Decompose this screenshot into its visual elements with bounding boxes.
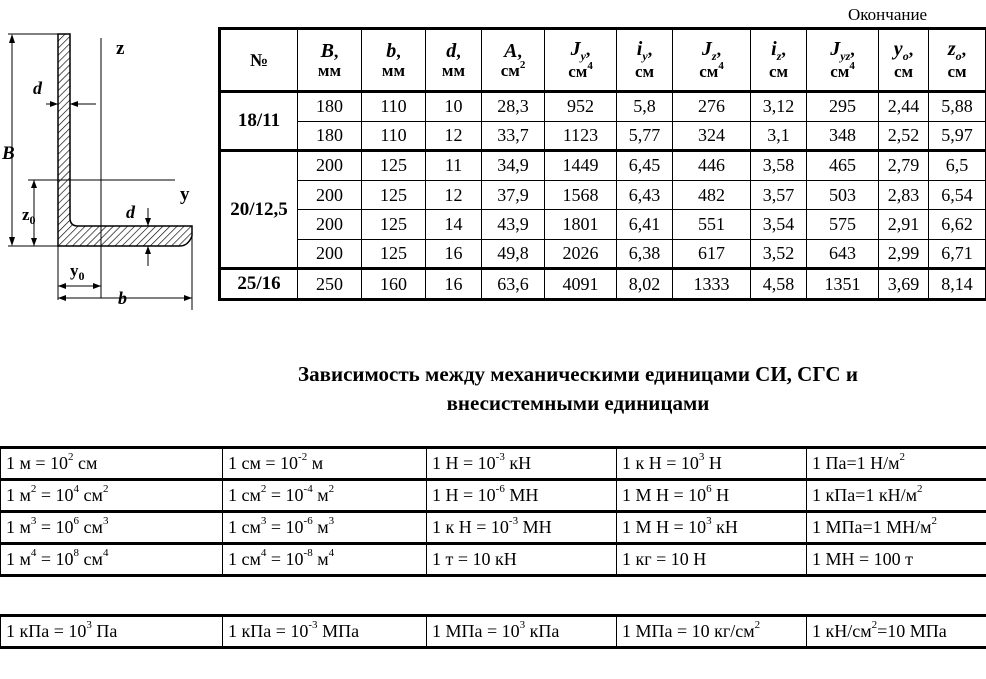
angle-properties-table [220,29,986,299]
y-axis-label: y [180,184,190,205]
table-cell: 110 [362,92,426,122]
table-cell: 12 [426,121,482,151]
table-cell: 4,58 [751,269,807,299]
table-row [221,210,986,240]
table-cell: 276 [673,92,751,122]
table-cell: 8,14 [929,269,986,299]
table-row [221,151,986,181]
header-col-10: $y_o$, см [879,30,929,92]
header-col-6: $i_y$, см [617,30,673,92]
conversion-cell: 1 МПа=1 $МН/м^2$ [807,512,986,544]
table-cell: 6,45 [617,151,673,181]
table-cell: 14 [426,210,482,240]
table-cell: 551 [673,210,751,240]
table-row [221,180,986,210]
table-cell: 28,3 [482,92,545,122]
header-col-8: $i_z$, см [751,30,807,92]
units-conversion-table [0,446,986,577]
table-cell: 125 [362,239,426,269]
table-cell: 2026 [545,239,617,269]
angle-section-figure [0,28,210,310]
table-cell: 3,69 [879,269,929,299]
table-cell: 2,44 [879,92,929,122]
table-cell: 4091 [545,269,617,299]
table-row [221,121,986,151]
table-cell: 200 [298,239,362,269]
table-cell: 295 [807,92,879,122]
profile-number: 20/12,5 [221,151,298,269]
table-cell: 125 [362,210,426,240]
table-cell: 465 [807,151,879,181]
table-row [221,92,986,122]
table-cell: 1123 [545,121,617,151]
z-axis-label: z [116,38,125,59]
conversion-cell: 1 МН = 100 т [807,544,986,576]
table-cell: 6,38 [617,239,673,269]
table-cell: 16 [426,239,482,269]
conversion-cell: 1 МПа = $10^3$ кПа [427,616,617,648]
table-cell: 16 [426,269,482,299]
table-cell: 3,54 [751,210,807,240]
table-cell: 2,83 [879,180,929,210]
conversion-cell: 1 кПа = $10^3$ Па [1,616,223,648]
units-heading-line1: Зависимость между механическими единицами СИ, СГС и [298,362,858,386]
conversion-cell: 1 к $Н = 10^3$ Н [617,448,807,480]
header-col-3: d, мм [426,30,482,92]
conversion-row [1,480,986,512]
table-cell: 200 [298,151,362,181]
table-cell: 180 [298,92,362,122]
conversion-cell: 1 $м^2 = 10^4$ $см^2$ [1,480,223,512]
header-col-9: $J_{yz}$, $см^4$ [807,30,879,92]
table-cell: 503 [807,180,879,210]
conversion-cell: 1 $см^3 = 10^{-6}$ $м^3$ [223,512,427,544]
pressure-conversion-table [0,614,986,649]
conversion-cell: 1 Па=1 $Н/м^2$ [807,448,986,480]
table-cell: 6,43 [617,180,673,210]
table-cell: 1333 [673,269,751,299]
table-cell: 952 [545,92,617,122]
table-cell: 63,6 [482,269,545,299]
table-cell: 5,97 [929,121,986,151]
d-label-right: d [126,202,135,222]
table-cell: 12 [426,180,482,210]
table-row [221,269,986,299]
conversion-cell: 1 $Н = 10^{-6}$ МН [427,480,617,512]
table-cell: 34,9 [482,151,545,181]
table-cell: 3,1 [751,121,807,151]
table-cell: 5,8 [617,92,673,122]
table-cell: 49,8 [482,239,545,269]
table-cell: 2,91 [879,210,929,240]
table-cell: 5,88 [929,92,986,122]
conversion-cell: 1 МПа = 10 $кг/см^2$ [617,616,807,648]
table-cell: 617 [673,239,751,269]
table-cell: 11 [426,151,482,181]
header-col-4: A, $см^2$ [482,30,545,92]
conversion-cell: 1 т = 10 кН [427,544,617,576]
conversion-cell: 1 кПа=1 $кН/м^2$ [807,480,986,512]
header-col-7: $J_z$, $см^4$ [673,30,751,92]
table-cell: 110 [362,121,426,151]
table-cell: 2,52 [879,121,929,151]
conversion-row [1,616,986,648]
units-heading [180,360,976,418]
table-cell: 2,79 [879,151,929,181]
table-cell: 3,52 [751,239,807,269]
table-cell: 446 [673,151,751,181]
table-cell: 8,02 [617,269,673,299]
table-cell: 2,99 [879,239,929,269]
table-cell: 200 [298,210,362,240]
table-cell: 33,7 [482,121,545,151]
table-cell: 6,41 [617,210,673,240]
b-label: b [118,288,127,308]
conversion-row [1,448,986,480]
header-col-5: $J_y$, $см^4$ [545,30,617,92]
angle-profile [58,34,192,246]
table-cell: 643 [807,239,879,269]
header-number: № [221,30,298,92]
y0-label: $y_0$ [70,261,85,283]
table-cell: 6,54 [929,180,986,210]
units-heading-line2: внесистемными единицами [446,391,710,415]
conversion-cell: 1 $см^4 = 10^{-8}$ $м^4$ [223,544,427,576]
table-cell: 1449 [545,151,617,181]
conversion-cell: 1 $см^2 = 10^{-4}$ $м^2$ [223,480,427,512]
table-cell: 575 [807,210,879,240]
conversion-cell: 1 $кН/см^2=10$ МПа [807,616,986,648]
table-cell: 37,9 [482,180,545,210]
d-label-top: d [33,78,42,98]
conversion-cell: 1 $м = 10^2$ см [1,448,223,480]
header-col-2: b, мм [362,30,426,92]
table-cell: 125 [362,180,426,210]
profile-number: 18/11 [221,92,298,151]
table-cell: 6,5 [929,151,986,181]
conversion-row [1,512,986,544]
table-cell: 180 [298,121,362,151]
table-cell: 1351 [807,269,879,299]
conversion-cell: 1 к $Н = 10^{-3}$ МН [427,512,617,544]
conversion-cell: 1 см = $10^{-2}$ м [223,448,427,480]
conversion-row [1,544,986,576]
table-cell: 160 [362,269,426,299]
table-cell: 324 [673,121,751,151]
conversion-cell: 1 М $Н = 10^3$ кН [617,512,807,544]
table-cell: 125 [362,151,426,181]
table-cell: 3,58 [751,151,807,181]
profile-number: 25/16 [221,269,298,299]
table-cell: 250 [298,269,362,299]
table-cell: 3,12 [751,92,807,122]
table-cell: 200 [298,180,362,210]
table-cell: 6,62 [929,210,986,240]
table-cell: 348 [807,121,879,151]
table-cell: 482 [673,180,751,210]
conversion-cell: 1 кПа = $10^{-3}$ МПа [223,616,427,648]
table-cell: 1801 [545,210,617,240]
conversion-cell: 1 $Н = 10^{-3}$ кН [427,448,617,480]
conversion-cell: 1 кг = 10 Н [617,544,807,576]
table-row [221,239,986,269]
continuation-caption: Окончание [848,5,928,24]
conversion-cell: 1 $м^4 = 10^8$ $см^4$ [1,544,223,576]
z0-label: $z_0$ [22,205,36,227]
conversion-cell: 1 М $Н = 10^6$ Н [617,480,807,512]
table-cell: 5,77 [617,121,673,151]
table-cell: 1568 [545,180,617,210]
B-label: B [2,143,15,164]
table-cell: 6,71 [929,239,986,269]
header-col-11: $z_o$, см [929,30,986,92]
table-cell: 3,57 [751,180,807,210]
table-cell: 10 [426,92,482,122]
table-cell: 43,9 [482,210,545,240]
conversion-cell: 1 $м^3 = 10^6$ $см^3$ [1,512,223,544]
header-col-1: B, мм [298,30,362,92]
